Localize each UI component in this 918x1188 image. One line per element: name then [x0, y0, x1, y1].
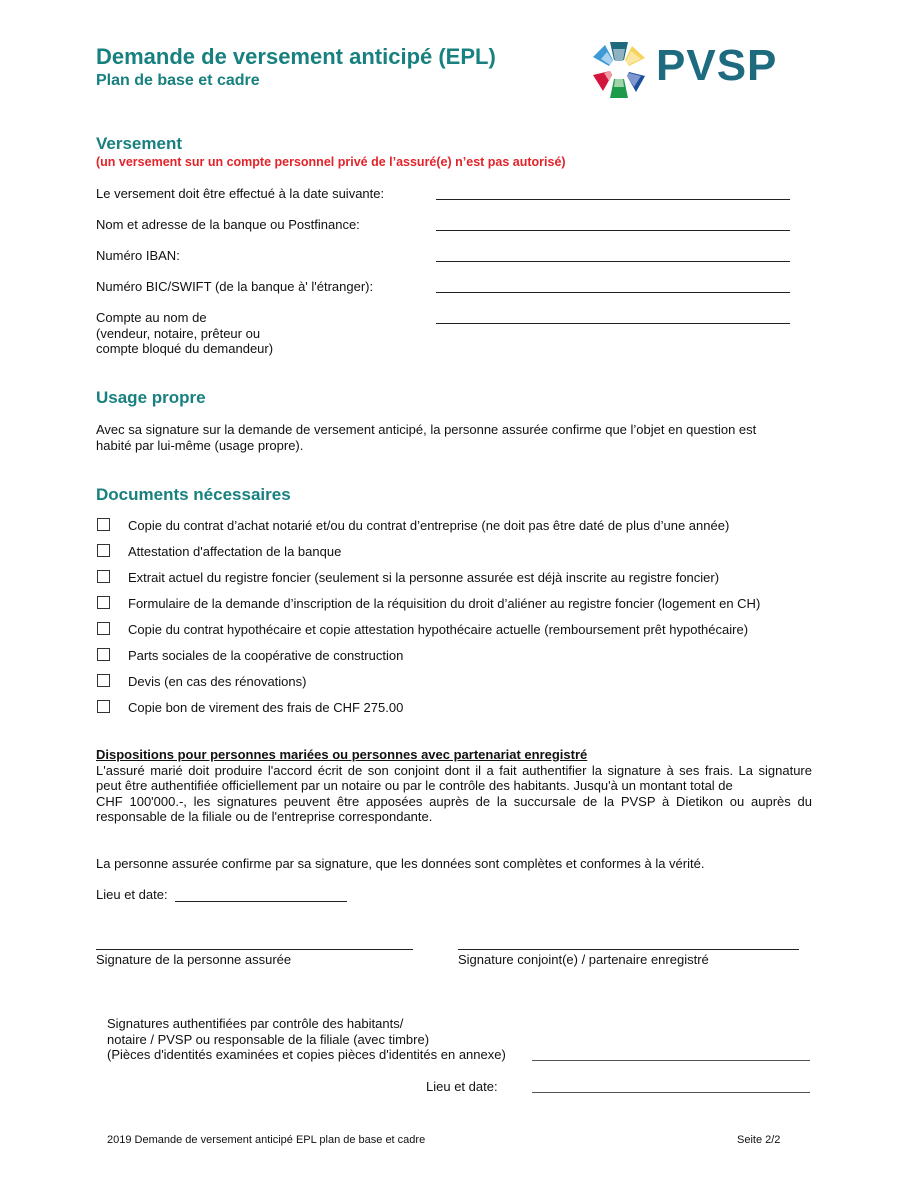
authentication-line: notaire / PVSP ou responsable de la filiale (avec timbre): [107, 1031, 430, 1047]
field-label-bank-name: Nom et adresse de la banque ou Postfinance:: [96, 217, 360, 232]
authentication-place-date-line[interactable]: [532, 1092, 810, 1093]
field-label-payment-date: Le versement doit être effectué à la date suivante:: [96, 186, 385, 201]
pvsp-logo: [586, 38, 796, 100]
bank-name-input-line[interactable]: [436, 230, 790, 231]
payment-date-input-line[interactable]: [436, 199, 790, 200]
account-holder-label-line: (vendeur, notaire, prêteur ou: [96, 325, 261, 341]
usage-text: [96, 422, 756, 453]
dispositions-heading: Dispositions pour personnes mariées ou personnes avec partenariat enregistré: [96, 747, 588, 762]
document-title: Demande de versement anticipé (EPL): [96, 44, 496, 69]
logo-wordmark: PVSP: [656, 41, 778, 90]
document-checkbox-5[interactable]: [97, 648, 110, 661]
document-subtitle: Plan de base et cadre: [96, 72, 260, 89]
iban-input-line[interactable]: [436, 261, 790, 262]
section-heading-usage: Usage propre: [96, 388, 206, 407]
usage-text-line: Avec sa signature sur la demande de versement anticipé, la personne assurée confirme que l’objet en question est: [96, 422, 757, 437]
document-label: Formulaire de la demande d’inscription de la réquisition du droit d’aliéner au registre foncier (logement en CH): [128, 596, 761, 611]
account-holder-label-line: compte bloqué du demandeur): [96, 341, 274, 356]
insured-signature-line[interactable]: [96, 949, 413, 950]
authentication-line: Signatures authentifiées par contrôle des habitants/: [107, 1016, 404, 1031]
document-label: Devis (en cas des rénovations): [128, 674, 307, 689]
dispositions-line: L'assuré marié doit produire l'accord écrit de son conjoint dont il a fait authentifier la signature à ses frais. La signature: [96, 762, 812, 778]
document-label: Copie du contrat hypothécaire et copie attestation hypothécaire actuelle (remboursement prêt hypothécaire): [128, 622, 749, 637]
field-label-iban: Numéro IBAN:: [96, 248, 180, 263]
account-holder-label-line: Compte au nom de: [96, 310, 207, 325]
document-checkbox-0[interactable]: [97, 518, 110, 531]
document-checkbox-1[interactable]: [97, 544, 110, 557]
authentication-line: (Pièces d'identités examinées et copies pièces d'identités en annexe): [107, 1047, 506, 1062]
document-label: Parts sociales de la coopérative de construction: [128, 648, 404, 663]
document-checkbox-2[interactable]: [97, 570, 110, 583]
authentication-signature-line[interactable]: [532, 1060, 810, 1061]
account-holder-input-line[interactable]: [436, 323, 790, 324]
insured-signature-label: Signature de la personne assurée: [96, 952, 292, 967]
document-checkbox-4[interactable]: [97, 622, 110, 635]
spouse-signature-line[interactable]: [458, 949, 799, 950]
spouse-signature-label: Signature conjoint(e) / partenaire enregistré: [458, 952, 709, 967]
field-label-bic-swift: Numéro BIC/SWIFT (de la banque à' l'étranger):: [96, 279, 374, 294]
document-label: Copie bon de virement des frais de CHF 275.00: [128, 700, 404, 715]
field-label-account-holder: [96, 310, 273, 357]
footer-page-number: Seite 2/2: [737, 1134, 781, 1146]
place-date-input-line[interactable]: [175, 901, 347, 902]
place-date-label: Lieu et date:: [96, 887, 168, 902]
dispositions-line: CHF 100'000.-, les signatures peuvent être apposées auprès de la succursale de la PVSP à Dietikon ou auprès du: [96, 793, 812, 809]
dispositions-line: peut être authentifiée officiellement par un notaire ou par le contrôle des habitants. Jusqu'à un montant total de: [96, 778, 733, 794]
dispositions-block: [96, 747, 812, 825]
section-heading-documents: Documents nécessaires: [96, 485, 291, 504]
pvsp-flower-icon: [586, 38, 652, 100]
bic-swift-input-line[interactable]: [436, 292, 790, 293]
authentication-place-date-label: Lieu et date:: [426, 1079, 498, 1094]
usage-text-line: habité par lui-même (usage propre).: [96, 437, 304, 453]
versement-warning-note: (un versement sur un compte personnel privé de l’assuré(e) n’est pas autorisé): [96, 155, 566, 169]
document-checkbox-7[interactable]: [97, 700, 110, 713]
document-label: Copie du contrat d’achat notarié et/ou du contrat d’entreprise (ne doit pas être daté de plus d’une année): [128, 518, 730, 533]
confirmation-text: La personne assurée confirme par sa signature, que les données sont complètes et conformes à la vérité.: [96, 856, 705, 871]
dispositions-line: responsable de la filiale ou de l'entreprise correspondante.: [96, 809, 433, 825]
section-heading-versement: Versement: [96, 134, 182, 153]
document-checkbox-3[interactable]: [97, 596, 110, 609]
document-label: Attestation d'affectation de la banque: [128, 544, 342, 559]
document-label: Extrait actuel du registre foncier (seulement si la personne assurée est déjà inscrite au registre foncier): [128, 570, 720, 585]
document-checkbox-6[interactable]: [97, 674, 110, 687]
footer-document-name: 2019 Demande de versement anticipé EPL plan de base et cadre: [107, 1134, 426, 1146]
authentication-text: [107, 1016, 506, 1063]
